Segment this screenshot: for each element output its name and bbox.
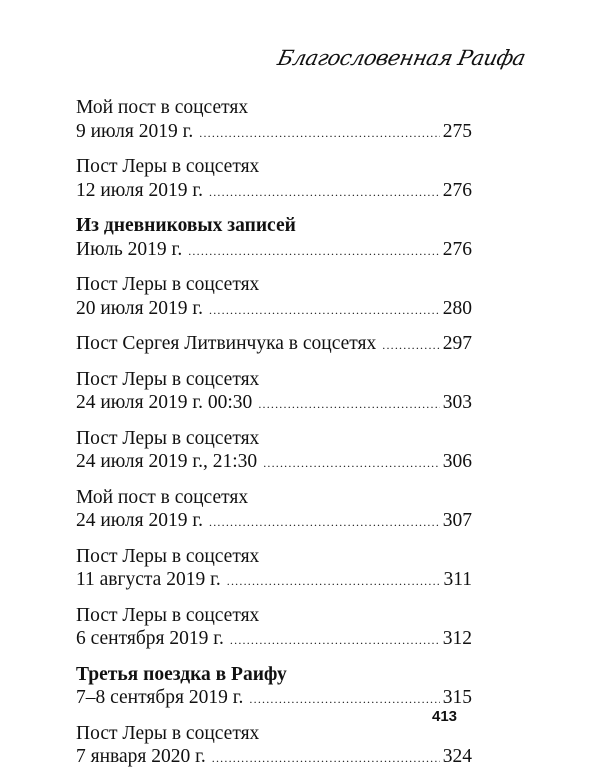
toc-entry-subtitle: 7 января 2020 г. [76,746,206,767]
leader-dots [188,240,440,264]
toc-entry[interactable] [76,604,472,653]
toc-entry-page: 315 [442,687,472,708]
toc-entry-subtitle: 24 июля 2019 г. [76,510,204,531]
toc-entry-page: 307 [442,510,472,531]
toc-entry-page: 306 [442,451,472,472]
page-number: 413 [432,708,458,725]
table-of-contents [76,96,472,781]
toc-entry-page: 275 [442,120,472,142]
toc-entry-title: Пост Леры в соцсетях [76,427,260,449]
toc-entry[interactable] [76,427,472,476]
toc-entry[interactable] [76,273,472,322]
toc-entry-subtitle: 6 сентября 2019 г. [76,628,224,649]
toc-entry-subtitle: Июль 2019 г. [76,238,183,260]
leader-dots [263,452,440,476]
toc-entry-page: 276 [442,179,472,201]
toc-entry-title: Третья поездка в Раифу [76,663,287,685]
leader-dots [209,181,440,205]
toc-entry[interactable] [76,663,472,712]
toc-entry-page: 303 [442,392,472,413]
toc-entry-title: Пост Леры в соцсетях [76,722,260,744]
toc-entry-subtitle: 24 июля 2019 г., 21:30 [76,451,258,472]
toc-entry-title: Из дневниковых записей [76,215,296,236]
leader-dots [209,299,440,323]
toc-entry-page: 297 [442,333,472,354]
toc-entry-title: Пост Леры в соцсетях [76,604,260,626]
running-head: Благословенная Раифа [275,46,528,70]
toc-entry[interactable] [76,545,472,594]
toc-entry-title: Мой пост в соцсетях [76,486,249,508]
toc-entry-page: 276 [442,238,472,260]
toc-entry-title: Пост Леры в соцсетях [76,156,260,177]
toc-entry[interactable] [76,486,472,535]
toc-entry-title: Пост Леры в соцсетях [76,368,260,390]
leader-dots [230,629,440,653]
toc-entry-subtitle: 9 июля 2019 г. [76,120,194,142]
leader-dots [249,688,439,712]
toc-entry-subtitle: 12 июля 2019 г. [76,179,204,201]
toc-entry-subtitle: 24 июля 2019 г. 00:30 [76,392,253,413]
toc-entry-page: 324 [442,746,472,767]
toc-entry-title: Пост Леры в соцсетях [76,545,260,567]
toc-entry-page: 280 [442,297,472,319]
toc-entry[interactable] [76,214,472,263]
leader-dots [209,511,440,535]
toc-entry-subtitle: Пост Сергея Литвинчука в соцсетях [76,333,377,354]
leader-dots [212,747,440,771]
leader-dots [258,393,439,417]
leader-dots [199,122,439,146]
toc-entry-page: 312 [442,628,472,649]
toc-entry[interactable] [76,96,472,145]
toc-entry[interactable] [76,722,472,771]
leader-dots [227,570,441,594]
toc-entry-title: Пост Леры в соцсетях [76,274,260,295]
toc-entry[interactable] [76,368,472,417]
toc-entry-subtitle: 20 июля 2019 г. [76,297,204,319]
toc-entry-page: 311 [443,569,472,590]
toc-entry[interactable] [76,332,472,358]
leader-dots [382,334,440,358]
toc-entry[interactable] [76,155,472,204]
toc-entry-subtitle: 7–8 сентября 2019 г. [76,687,244,708]
toc-entry-title: Мой пост в соцсетях [76,97,249,118]
toc-entry-subtitle: 11 августа 2019 г. [76,569,221,590]
